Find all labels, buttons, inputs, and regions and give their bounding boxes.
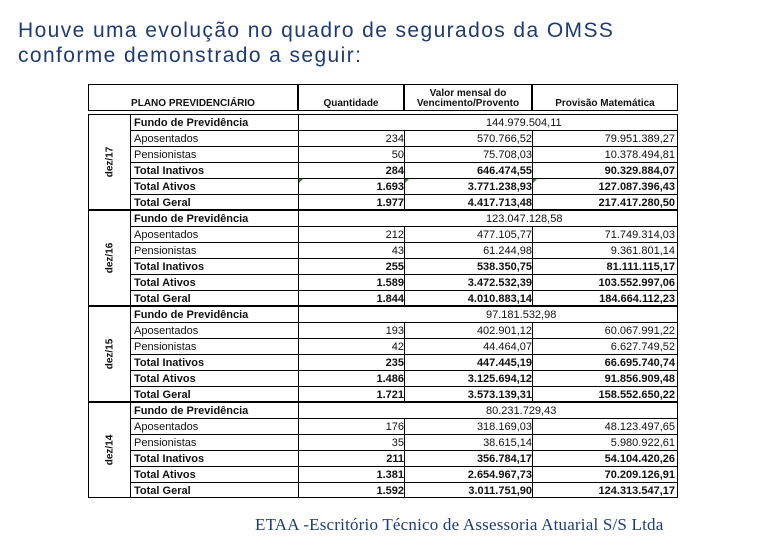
fundo-row xyxy=(131,307,677,323)
row-valor: 646.474,55 xyxy=(476,165,532,177)
row-quantidade: 1.844 xyxy=(376,293,404,305)
grid-vline xyxy=(298,307,299,401)
fundo-value: 80.231.729,43 xyxy=(486,405,557,417)
row-quantidade: 1.589 xyxy=(376,277,404,289)
row-quantidade: 1.592 xyxy=(376,485,404,497)
row-provisao: 66.695.740,74 xyxy=(604,357,675,369)
row-valor: 3.573.139,31 xyxy=(467,389,532,401)
row-provisao: 184.664.112,23 xyxy=(599,293,675,305)
header-plano: PLANO PREVIDENCIÁRIO xyxy=(88,84,298,111)
row-valor: 2.654.967,73 xyxy=(467,469,532,481)
header-quantidade: Quantidade xyxy=(298,84,404,111)
row-name: Pensionistas xyxy=(134,341,197,353)
fundo-value: 144.979.504,11 xyxy=(486,117,562,129)
header-provisao: Provisão Matemática xyxy=(532,84,678,111)
row-provisao: 217.417.280,50 xyxy=(598,197,675,209)
row-provisao: 9.361.801,14 xyxy=(610,245,675,257)
period-block xyxy=(88,402,678,498)
row-provisao: 79.951.389,27 xyxy=(604,133,675,145)
row-provisao: 5.980.922,61 xyxy=(610,437,675,449)
row-name: Pensionistas xyxy=(134,437,197,449)
row-valor: 3.771.238,93 xyxy=(467,181,532,193)
period-label: dez/14 xyxy=(104,434,115,466)
row-valor: 38.615,14 xyxy=(483,437,532,449)
row-quantidade: 211 xyxy=(386,453,404,465)
row-valor: 538.350,75 xyxy=(476,261,532,273)
row-quantidade: 176 xyxy=(385,421,404,433)
row-valor: 570.766,52 xyxy=(476,133,532,145)
row-provisao: 70.209.126,91 xyxy=(604,469,675,481)
row-provisao: 48.123.497,65 xyxy=(604,421,675,433)
row-provisao: 54.104.420,26 xyxy=(604,453,675,465)
row-name: Total Geral xyxy=(134,197,191,209)
period-label-cell xyxy=(89,307,131,401)
fundo-row xyxy=(131,403,677,419)
fundo-row xyxy=(131,211,677,227)
row-provisao: 6.627.749,52 xyxy=(610,341,675,353)
fundo-value: 123.047.128,58 xyxy=(486,213,563,225)
period-label: dez/15 xyxy=(104,338,115,370)
row-quantidade: 193 xyxy=(385,325,404,337)
grid-vline xyxy=(532,323,533,401)
row-valor: 477.105,77 xyxy=(476,229,532,241)
period-label: dez/16 xyxy=(104,242,115,274)
row-provisao: 158.552.650,22 xyxy=(598,389,675,401)
row-quantidade: 235 xyxy=(385,357,404,369)
grid-vline xyxy=(404,131,405,209)
row-name: Total Inativos xyxy=(134,453,205,465)
fundo-value: 97.181.532,98 xyxy=(486,309,557,321)
period-label-cell xyxy=(89,115,131,209)
row-provisao: 81.111.115,17 xyxy=(606,261,675,273)
row-quantidade: 43 xyxy=(391,245,404,257)
insured-evolution-table xyxy=(88,84,678,496)
slide-heading xyxy=(18,18,738,68)
row-valor: 356.784,17 xyxy=(476,453,532,465)
grid-vline xyxy=(298,403,299,497)
grid-vline xyxy=(532,419,533,497)
grid-vline xyxy=(532,227,533,305)
row-name: Total Geral xyxy=(134,293,191,305)
grid-vline xyxy=(404,227,405,305)
row-name: Total Ativos xyxy=(134,277,196,289)
fundo-label: Fundo de Previdência xyxy=(134,213,249,225)
row-name: Pensionistas xyxy=(134,149,197,161)
row-quantidade: 234 xyxy=(385,133,404,145)
row-provisao: 71.749.314,03 xyxy=(604,229,675,241)
row-quantidade: 1.721 xyxy=(376,389,404,401)
grid-vline xyxy=(298,115,299,209)
row-quantidade: 284 xyxy=(385,165,404,177)
row-quantidade: 50 xyxy=(391,149,404,161)
row-quantidade: 35 xyxy=(391,437,404,449)
row-name: Total Ativos xyxy=(134,181,196,193)
row-valor: 3.472.532,39 xyxy=(467,277,532,289)
row-name: Total Inativos xyxy=(134,165,205,177)
cell-comment-marker xyxy=(299,179,303,183)
row-provisao: 103.552.997,06 xyxy=(598,277,675,289)
grid-vline xyxy=(404,323,405,401)
row-name: Total Ativos xyxy=(134,469,196,481)
fundo-label: Fundo de Previdência xyxy=(134,309,249,321)
period-label-cell xyxy=(89,403,131,497)
row-provisao: 90.329.884,07 xyxy=(604,165,675,177)
row-provisao: 60.067.991,22 xyxy=(604,325,675,337)
period-label: dez/17 xyxy=(104,146,115,178)
row-quantidade: 1.381 xyxy=(376,469,404,481)
row-valor: 4.417.713,48 xyxy=(467,197,532,209)
fundo-row xyxy=(131,115,677,131)
row-valor: 75.708,03 xyxy=(483,149,532,161)
row-quantidade: 255 xyxy=(385,261,404,273)
row-valor: 447.445,19 xyxy=(476,357,532,369)
row-name: Total Geral xyxy=(134,389,191,401)
header-valor: Valor mensal do Vencimento/Provento xyxy=(404,84,532,111)
cell-comment-marker xyxy=(405,179,409,183)
row-provisao: 127.087.396,43 xyxy=(598,181,675,193)
row-quantidade: 1.693 xyxy=(376,181,404,193)
row-valor: 44.464,07 xyxy=(483,341,532,353)
grid-vline xyxy=(532,131,533,209)
fundo-label: Fundo de Previdência xyxy=(134,405,249,417)
row-valor: 402.901,12 xyxy=(476,325,532,337)
footer-company: ETAA -Escritório Técnico de Assessoria Atuarial S/S Ltda xyxy=(255,515,664,534)
row-name: Total Inativos xyxy=(134,261,205,273)
grid-vline xyxy=(298,211,299,305)
row-quantidade: 1.486 xyxy=(376,373,404,385)
row-valor: 4.010.883,14 xyxy=(467,293,532,305)
row-valor: 318.169,03 xyxy=(476,421,532,433)
row-name: Total Geral xyxy=(134,485,191,497)
cell-comment-marker xyxy=(533,179,537,183)
period-block xyxy=(88,210,678,306)
grid-vline xyxy=(404,419,405,497)
row-name: Aposentados xyxy=(134,133,199,145)
heading-line-2: conforme demonstrado a seguir: xyxy=(18,44,363,67)
row-provisao: 124.313.547,17 xyxy=(598,485,675,497)
row-name: Aposentados xyxy=(134,421,199,433)
row-name: Pensionistas xyxy=(134,245,197,257)
heading-line-1: Houve uma evolução no quadro de segurados da OMSS xyxy=(18,19,615,42)
period-block xyxy=(88,306,678,402)
row-quantidade: 42 xyxy=(391,341,404,353)
row-valor: 3.125.694,12 xyxy=(467,373,532,385)
fundo-label: Fundo de Previdência xyxy=(134,117,249,129)
row-provisao: 10.378.494,81 xyxy=(604,149,675,161)
row-name: Aposentados xyxy=(134,325,199,337)
row-name: Aposentados xyxy=(134,229,199,241)
row-quantidade: 1.977 xyxy=(376,197,404,209)
row-name: Total Inativos xyxy=(134,357,205,369)
period-block xyxy=(88,114,678,210)
row-name: Total Ativos xyxy=(134,373,196,385)
row-quantidade: 212 xyxy=(385,229,404,241)
period-label-cell xyxy=(89,211,131,305)
row-valor: 61.244,98 xyxy=(483,245,532,257)
row-valor: 3.011.751,90 xyxy=(468,485,532,497)
row-provisao: 91.856.909,48 xyxy=(604,373,675,385)
